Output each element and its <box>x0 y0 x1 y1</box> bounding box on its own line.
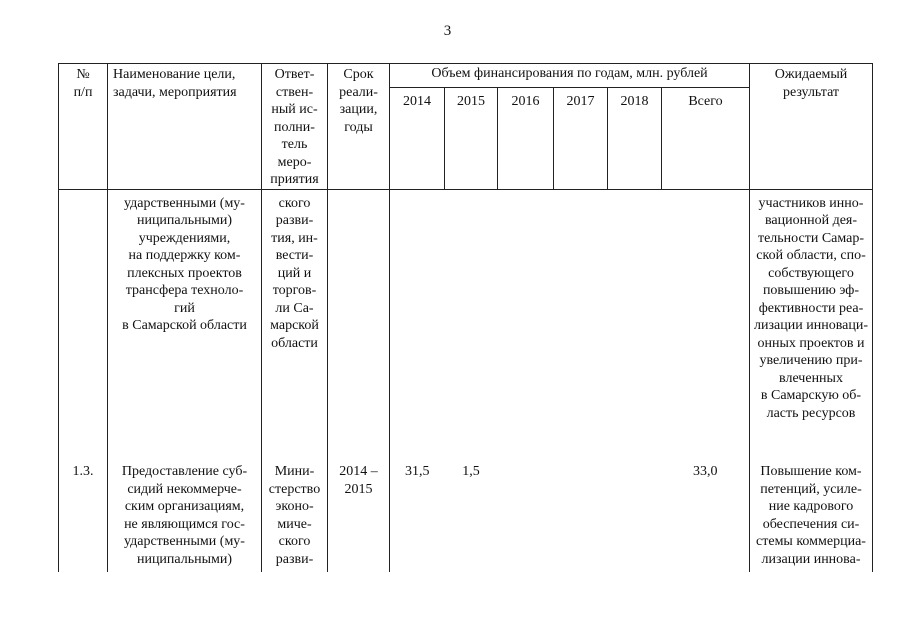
row-value-2016 <box>498 189 554 452</box>
row-result-line: в Самарскую об- <box>760 388 862 403</box>
row-name-line: плексных проектов <box>127 265 242 281</box>
header-number-line: п/п <box>73 84 93 100</box>
table-row <box>59 189 873 452</box>
row-responsible <box>262 189 328 452</box>
row-term <box>328 452 390 572</box>
header-result-line: результат <box>782 84 840 100</box>
header-term-line: зации, <box>339 102 378 117</box>
header-name <box>108 64 262 190</box>
row-value-2017 <box>554 452 608 572</box>
header-name-line: задачи, мероприятия <box>113 84 237 100</box>
row-result-line: тельности Самар- <box>757 230 865 246</box>
program-table <box>58 63 873 572</box>
row-result-line: повышению эф- <box>762 283 860 298</box>
row-responsible-line: Мини- <box>274 464 315 479</box>
row-result-line: фективности реа- <box>758 300 864 316</box>
row-responsible-line: эконо- <box>275 499 314 514</box>
header-responsible-line: меро- <box>277 154 312 170</box>
row-term-line: 2015 <box>344 481 373 497</box>
row-result-line: Повышение ком- <box>760 464 862 479</box>
header-funding: Объем финансирования по годам, млн. рублей <box>390 64 750 88</box>
header-result-line: Ожидаемый <box>774 67 848 82</box>
row-name-line: гий <box>174 300 195 316</box>
row-responsible-line: ли Са- <box>275 300 314 316</box>
row-value-total: 33,0 <box>693 464 718 479</box>
row-responsible-line: торгов- <box>272 283 317 298</box>
row-name-line: трансфера техноло- <box>125 283 244 298</box>
row-responsible-line: стерство <box>268 481 321 497</box>
row-name-line: в Самарской области <box>122 318 247 333</box>
header-number-line: № <box>76 67 90 82</box>
header-responsible-line: тель <box>281 137 308 152</box>
header-name-line: Наименование цели, <box>113 67 236 82</box>
header-term <box>328 64 390 190</box>
header-responsible-line: Ответ- <box>274 67 315 82</box>
table-header-row-1 <box>59 64 873 88</box>
row-result-line: петенций, усиле- <box>760 481 862 497</box>
row-result-line: собствующего <box>768 265 854 281</box>
row-name-line: ударственными (му- <box>124 534 245 549</box>
row-responsible-line: ского <box>278 534 311 549</box>
row-responsible-line: марской <box>270 318 319 333</box>
row-responsible-line: разви- <box>275 551 314 567</box>
row-value-2015: 1,5 <box>462 464 480 479</box>
header-year-2017: 2017 <box>554 87 608 189</box>
header-year-2016: 2016 <box>498 87 554 189</box>
row-result <box>750 452 873 572</box>
row-result-line: стемы коммерциа- <box>756 534 866 549</box>
row-result-line: лизации иннова- <box>761 551 861 567</box>
header-year-2015: 2015 <box>445 87 498 189</box>
page-number: 3 <box>443 23 452 39</box>
row-responsible-line: миче- <box>277 516 312 532</box>
row-value-2017 <box>554 189 608 452</box>
row-name-line: ударственными (му- <box>124 195 245 211</box>
row-name-line: учреждениями, <box>138 230 231 246</box>
header-number <box>59 64 108 190</box>
row-name-line: ским организациям, <box>124 499 245 514</box>
row-term-line: 2014 – <box>339 464 378 479</box>
row-result-line: вационной дея- <box>764 213 858 228</box>
row-number: 1.3. <box>59 452 108 572</box>
row-responsible-line: тия, ин- <box>271 230 318 246</box>
header-year-2018: 2018 <box>608 87 662 189</box>
row-value-2014 <box>390 189 445 452</box>
header-responsible-line: ствен- <box>275 84 314 100</box>
row-result-line: лизации инноваци- <box>754 318 868 333</box>
header-term-line: реали- <box>339 84 378 100</box>
header-responsible-line: приятия <box>270 172 319 187</box>
header-result <box>750 64 873 190</box>
row-result-line: влеченных <box>779 370 843 386</box>
header-responsible-line: ный ис- <box>271 102 318 117</box>
row-result-line: обеспечения си- <box>762 516 860 532</box>
row-responsible-line: области <box>271 335 318 351</box>
row-result-line: ласть ресурсов <box>766 405 856 421</box>
row-number <box>59 189 108 452</box>
row-result-line: ние кадрового <box>768 499 854 514</box>
row-value-2016 <box>498 452 554 572</box>
header-responsible <box>262 64 328 190</box>
row-result-line: увеличению при- <box>759 353 863 368</box>
row-value-2014: 31,5 <box>405 464 430 479</box>
row-name <box>108 189 262 452</box>
row-name-line: ниципальными) <box>136 551 233 567</box>
row-responsible-line: ций и <box>277 265 312 281</box>
header-term-line: годы <box>344 119 373 135</box>
row-result-line: участников инно- <box>758 195 864 211</box>
row-name-line: сидий некоммерче- <box>127 481 242 497</box>
row-name-line: ниципальными) <box>136 213 233 228</box>
header-term-line: Срок <box>343 67 374 82</box>
row-responsible-line: вести- <box>275 248 314 263</box>
row-result-line: ской области, спо- <box>756 248 866 263</box>
table-row <box>59 452 873 572</box>
row-value-total <box>662 189 750 452</box>
row-name-line: не являющимся гос- <box>124 516 245 532</box>
header-year-2014: 2014 <box>390 87 445 189</box>
row-name <box>108 452 262 572</box>
row-term <box>328 189 390 452</box>
row-responsible-line: разви- <box>275 213 314 228</box>
row-responsible-line: ского <box>278 195 311 211</box>
row-result <box>750 189 873 452</box>
header-responsible-line: полни- <box>274 119 315 135</box>
row-value-2018 <box>608 189 662 452</box>
row-result-line: онных проектов и <box>757 335 865 351</box>
row-name-line: на поддержку ком- <box>128 248 241 263</box>
header-year-total: Всего <box>662 87 750 189</box>
row-name-line: Предоставление суб- <box>121 464 248 479</box>
row-value-2018 <box>608 452 662 572</box>
row-value-2015 <box>445 189 498 452</box>
row-responsible <box>262 452 328 572</box>
